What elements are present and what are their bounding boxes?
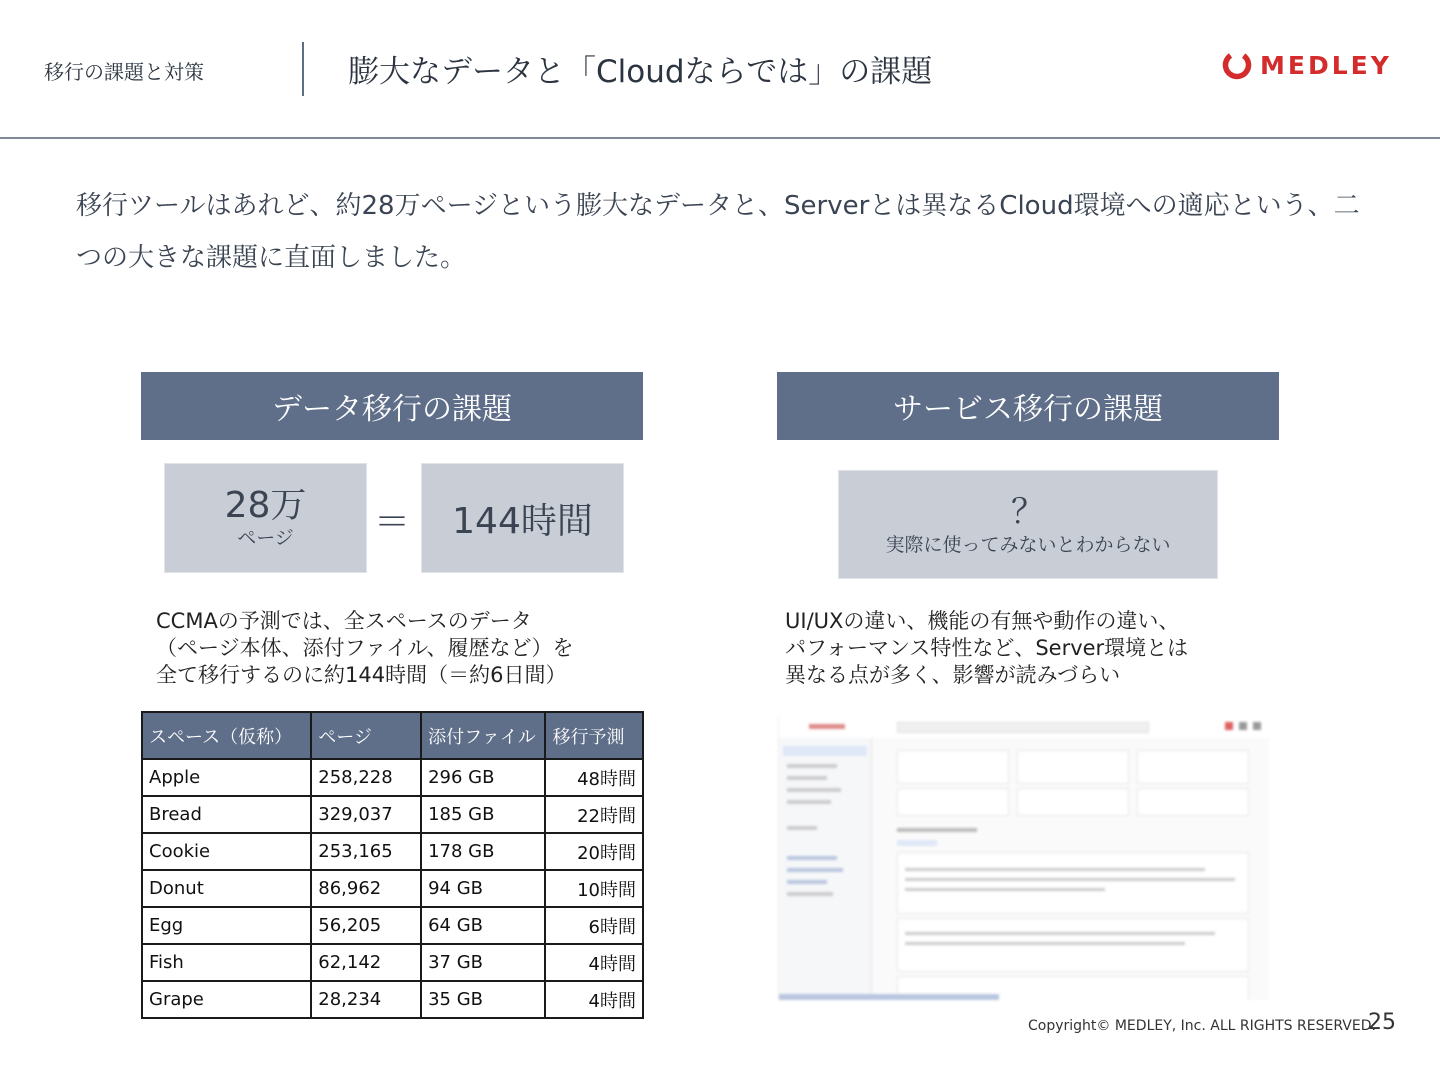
- pages-unit: ページ: [237, 527, 294, 549]
- cell-estimate: 48時間: [545, 759, 643, 796]
- hours-value: 144時間: [452, 500, 593, 542]
- screenshot-sidebar-active: [783, 746, 867, 756]
- cell-attachments: 64 GB: [421, 907, 545, 944]
- screenshot-icon: [1253, 722, 1261, 730]
- screenshot-card: [1017, 750, 1129, 784]
- cell-pages: 56,205: [311, 907, 421, 944]
- cell-attachments: 185 GB: [421, 796, 545, 833]
- cell-estimate: 4時間: [545, 981, 643, 1018]
- cell-estimate: 22時間: [545, 796, 643, 833]
- screenshot-sidebar-line: [787, 788, 841, 792]
- table-row: [142, 944, 643, 981]
- cell-pages: 86,962: [311, 870, 421, 907]
- lead-text: 移行ツールはあれど、約28万ページという膨大なデータと、Serverとは異なるCloud環境への適応という、二つの大きな課題に直面しました。: [76, 191, 1360, 273]
- hours-box: [421, 463, 624, 573]
- screenshot-icon: [1225, 722, 1233, 730]
- pages-count: 28万: [224, 485, 307, 526]
- note-line: CCMAの予測では、全スペースのデータ: [156, 609, 532, 633]
- screenshot-sidebar-line: [787, 868, 843, 872]
- medley-logo-icon: [1222, 50, 1252, 80]
- column-header: ページ: [311, 712, 421, 759]
- screenshot-line: [905, 878, 1235, 881]
- screenshot-card: [897, 788, 1009, 816]
- cell-pages: 253,165: [311, 833, 421, 870]
- blurred-screenshot: [778, 716, 1269, 1000]
- cell-attachments: 178 GB: [421, 833, 545, 870]
- cell-pages: 258,228: [311, 759, 421, 796]
- cell-pages: 62,142: [311, 944, 421, 981]
- note-line: パフォーマンス特性など、Server環境とは: [785, 636, 1189, 660]
- column-header: 添付ファイル: [421, 712, 545, 759]
- question-mark: ？: [1011, 491, 1045, 532]
- header-rule: [0, 137, 1440, 139]
- header-divider: [302, 42, 304, 96]
- note-line: （ページ本体、添付ファイル、履歴など）を: [156, 636, 574, 660]
- screenshot-line: [905, 868, 1205, 871]
- table-row: [142, 833, 643, 870]
- screenshot-post: [897, 918, 1249, 972]
- screenshot-scrollbar: [779, 994, 999, 1000]
- cell-pages: 28,234: [311, 981, 421, 1018]
- section-label: 移行の課題と対策: [44, 60, 204, 84]
- screenshot-card: [897, 750, 1009, 784]
- screenshot-post: [897, 852, 1249, 914]
- note-line: 異なる点が多く、影響が読みづらい: [785, 663, 1121, 687]
- data-migration-header: データ移行の課題: [141, 372, 643, 440]
- screenshot-sidebar-line: [787, 800, 831, 804]
- screenshot-card: [1137, 750, 1249, 784]
- table-row: [142, 759, 643, 796]
- cell-space: Fish: [142, 944, 311, 981]
- screenshot-card: [1017, 788, 1129, 816]
- page-number: 25: [1368, 1010, 1396, 1035]
- logo-text: MEDLEY: [1260, 50, 1392, 80]
- screenshot-logo: [809, 724, 845, 729]
- cell-space: Bread: [142, 796, 311, 833]
- screenshot-line: [905, 888, 1105, 891]
- screenshot-search: [897, 722, 1149, 733]
- cell-space: Apple: [142, 759, 311, 796]
- cell-estimate: 4時間: [545, 944, 643, 981]
- screenshot-sidebar-line: [787, 764, 837, 768]
- table-row: [142, 870, 643, 907]
- cell-attachments: 37 GB: [421, 944, 545, 981]
- screenshot-sidebar-line: [787, 826, 817, 830]
- migration-table: [141, 711, 644, 1019]
- unknown-subtext: 実際に使ってみないとわからない: [885, 533, 1171, 556]
- note-line: UI/UXの違い、機能の有無や動作の違い、: [785, 609, 1180, 633]
- cell-estimate: 6時間: [545, 907, 643, 944]
- cell-space: Grape: [142, 981, 311, 1018]
- column-header: スペース（仮称）: [142, 712, 311, 759]
- table-row: [142, 907, 643, 944]
- screenshot-sidebar-line: [787, 892, 833, 896]
- pages-count-box: [164, 463, 367, 573]
- screenshot-line: [897, 840, 937, 846]
- slide-title: 膨大なデータと「Cloudならでは」の課題: [348, 54, 933, 90]
- cell-space: Cookie: [142, 833, 311, 870]
- cell-space: Egg: [142, 907, 311, 944]
- cell-attachments: 296 GB: [421, 759, 545, 796]
- screenshot-card: [1137, 788, 1249, 816]
- screenshot-line: [905, 932, 1215, 935]
- table-row: [142, 981, 643, 1018]
- screenshot-icon: [1239, 722, 1247, 730]
- table-header-row: [142, 712, 643, 759]
- service-migration-header: サービス移行の課題: [777, 372, 1279, 440]
- medley-logo: [1222, 50, 1392, 80]
- service-migration-note: [785, 608, 1265, 689]
- equals-sign: ＝: [374, 502, 411, 543]
- data-migration-note: [156, 608, 636, 689]
- cell-estimate: 10時間: [545, 870, 643, 907]
- screenshot-line: [905, 942, 1185, 945]
- copyright: Copyright© MEDLEY, Inc. ALL RIGHTS RESERVED.: [1028, 1018, 1376, 1034]
- cell-estimate: 20時間: [545, 833, 643, 870]
- cell-space: Donut: [142, 870, 311, 907]
- cell-pages: 329,037: [311, 796, 421, 833]
- screenshot-sidebar-line: [787, 880, 827, 884]
- unknown-box: [838, 470, 1218, 579]
- screenshot-line: [897, 828, 977, 832]
- column-header: 移行予測: [545, 712, 643, 759]
- screenshot-sidebar-line: [787, 776, 827, 780]
- screenshot-sidebar-line: [787, 856, 837, 860]
- cell-attachments: 94 GB: [421, 870, 545, 907]
- cell-attachments: 35 GB: [421, 981, 545, 1018]
- note-line: 全て移行するのに約144時間（＝約6日間）: [156, 663, 567, 687]
- table-row: [142, 796, 643, 833]
